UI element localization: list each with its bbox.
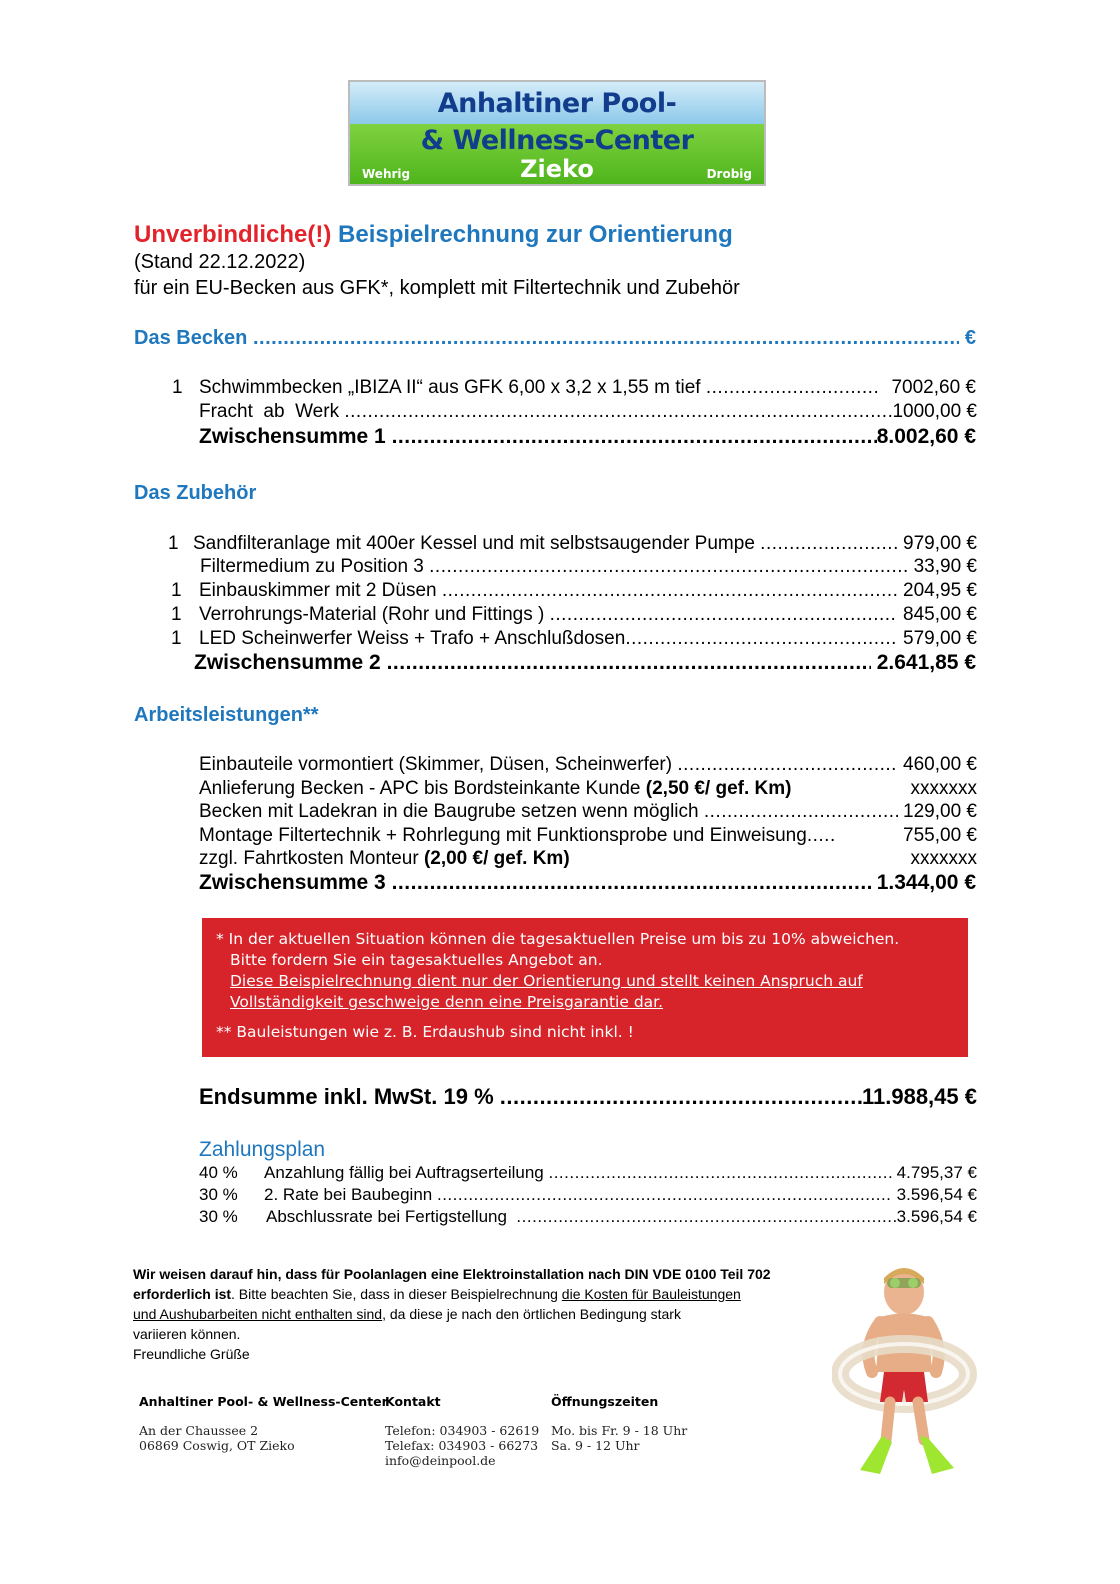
item-price: 33,90 €	[913, 556, 977, 577]
dot-leader	[442, 580, 898, 602]
footer-address1: An der Chaussee 2	[139, 1423, 259, 1438]
item-price: xxxxxxx	[910, 848, 977, 869]
item-price: 204,95 €	[903, 580, 977, 601]
payment-row	[199, 1207, 977, 1227]
item-text: Schwimmbecken „IBIZA II“ aus GFK 6,00 x 3,2 x 1,55 m tief	[199, 377, 701, 398]
subtotal-label: Zwischensumme 3	[199, 871, 386, 894]
dot-leader	[704, 801, 898, 823]
note-line4: variieren können.	[133, 1326, 241, 1342]
list-item	[171, 604, 977, 626]
item-price: 979,00 €	[903, 533, 977, 554]
dot-leader	[253, 327, 959, 350]
item-rate: (2,00 €/ gef. Km)	[423, 848, 570, 869]
list-item	[199, 801, 977, 823]
item-text: Verrohrungs-Material (Rohr und Fittings )	[199, 604, 545, 625]
item-price: 1000,00 €	[892, 401, 977, 422]
currency-symbol: €	[964, 327, 976, 349]
dot-leader	[392, 871, 871, 895]
dot-leader	[548, 1163, 891, 1183]
note-underline: und Aushubarbeiten nicht enthalten sind	[133, 1306, 383, 1322]
item-qty: 1	[171, 580, 182, 601]
dot-leader	[500, 1084, 862, 1110]
dot-leader	[706, 377, 881, 399]
section-becken-heading	[134, 327, 976, 350]
disclaimer-line4: Vollständigkeit geschweige denn eine Preisgarantie dar.	[230, 993, 664, 1011]
dot-leader	[429, 556, 908, 578]
dot-leader	[387, 651, 871, 675]
footer-fax: Telefax: 034903 - 66273	[385, 1438, 539, 1453]
date-line: (Stand 22.12.2022)	[134, 251, 306, 273]
item-text: Sandfilteranlage mit 400er Kessel und mit selbstsaugender Pumpe	[193, 533, 755, 554]
footer-contact-heading: Kontakt	[385, 1394, 441, 1409]
title-red: Unverbindliche(!)	[134, 221, 332, 248]
item-qty: 1	[171, 604, 182, 625]
subtotal-value: 1.344,00 €	[876, 871, 976, 894]
dot-leader	[392, 425, 877, 449]
subtotal-value: 8.002,60 €	[876, 425, 976, 448]
note-bold: erforderlich ist	[133, 1286, 232, 1302]
dot-leader	[437, 1185, 892, 1205]
note-text: . Bitte beachten Sie, dass in dieser Beispielrechnung	[231, 1286, 562, 1302]
note-line2	[133, 1286, 741, 1302]
note-underline: die Kosten für Bauleistungen	[561, 1286, 741, 1302]
dot-leader	[516, 1207, 896, 1227]
logo-right-text: Drobig	[706, 167, 752, 181]
grand-total-value: 11.988,45 €	[861, 1084, 977, 1109]
item-text: zzgl. Fahrtkosten Monteur	[199, 848, 419, 869]
list-item	[199, 778, 977, 800]
item-text: Anlieferung Becken - APC bis Bordsteinkante Kunde	[199, 778, 641, 799]
disclaimer-line3: Diese Beispielrechnung dient nur der Orientierung und stellt keinen Anspruch auf	[230, 972, 863, 990]
dot-leader	[677, 754, 897, 776]
item-price: 460,00 €	[903, 754, 977, 775]
subtotal-2	[194, 651, 976, 675]
item-price: 129,00 €	[903, 801, 977, 822]
footer-phone: Telefon: 034903 - 62619	[385, 1423, 540, 1438]
payment-percent: 30 %	[199, 1185, 238, 1204]
payment-plan-heading: Zahlungsplan	[199, 1138, 326, 1161]
section-becken-title: Das Becken	[134, 327, 248, 349]
company-logo	[348, 80, 766, 186]
grand-total-label: Endsumme inkl. MwSt. 19 %	[199, 1084, 494, 1109]
note-line1: Wir weisen darauf hin, dass für Poolanlagen eine Elektroinstallation nach DIN VDE 0100 Teil 702	[133, 1266, 771, 1282]
disclaimer-line5: ** Bauleistungen wie z. B. Erdaushub sind nicht inkl. !	[216, 1023, 634, 1041]
item-price: xxxxxxx	[910, 778, 977, 799]
payment-percent: 30 %	[199, 1207, 238, 1226]
child-with-swim-ring-image	[832, 1262, 982, 1482]
item-price: 755,00 €	[903, 825, 977, 846]
list-item	[172, 377, 976, 399]
payment-text: Abschlussrate bei Fertigstellung	[266, 1207, 507, 1226]
payment-text: 2. Rate bei Baubeginn	[264, 1185, 433, 1204]
item-rate: (2,50 €/ gef. Km)	[645, 778, 792, 799]
subtotal-label: Zwischensumme 1	[199, 425, 386, 448]
payment-amount: 3.596,54 €	[896, 1207, 977, 1226]
subtotal-3	[199, 871, 976, 895]
dot-leader	[625, 628, 897, 650]
dot-leader	[550, 604, 898, 626]
item-qty: 1	[172, 377, 183, 398]
footer-email[interactable]: info@deinpool.de	[385, 1453, 496, 1468]
footer-company: Anhaltiner Pool- & Wellness-Center	[139, 1394, 388, 1409]
footer-hours2: Sa. 9 - 12 Uhr	[551, 1438, 640, 1453]
payment-text: Anzahlung fällig bei Auftragserteilung	[264, 1163, 544, 1182]
item-qty: 1	[171, 628, 182, 649]
list-item	[199, 848, 977, 870]
item-price: 7002,60 €	[891, 377, 976, 398]
list-item	[199, 825, 977, 847]
dot-leader	[344, 401, 892, 423]
logo-line2: & Wellness-Center	[420, 125, 694, 156]
footer-hours1: Mo. bis Fr. 9 - 18 Uhr	[551, 1423, 688, 1438]
section-arbeit-heading: Arbeitsleistungen**	[134, 704, 319, 726]
page-title	[134, 221, 733, 249]
item-text: Filtermedium zu Position 3	[200, 556, 424, 577]
note-line3	[133, 1306, 681, 1322]
subtotal-label: Zwischensumme 2	[194, 651, 381, 674]
list-item	[199, 754, 977, 776]
item-price: 579,00 €	[903, 628, 977, 649]
item-text: Einbauteile vormontiert (Skimmer, Düsen, Scheinwerfer)	[199, 754, 673, 775]
list-item	[168, 533, 977, 555]
disclaimer-line2: Bitte fordern Sie ein tagesaktuelles Angebot an.	[230, 951, 603, 969]
logo-line1: Anhaltiner Pool-	[437, 88, 677, 119]
greeting: Freundliche Grüße	[133, 1346, 250, 1362]
grand-total	[199, 1084, 977, 1110]
payment-row	[199, 1163, 977, 1183]
disclaimer-line1: * In der aktuellen Situation können die tagesaktuellen Preise um bis zu 10% abweichen.	[216, 930, 900, 948]
footer-address2: 06869 Coswig, OT Zieko	[139, 1438, 295, 1453]
item-text: Einbauskimmer mit 2 Düsen	[199, 580, 437, 601]
logo-left-text: Wehrig	[362, 167, 411, 181]
list-item	[200, 556, 977, 578]
item-text: LED Scheinwerfer Weiss + Trafo + Anschlußdosen	[199, 628, 626, 649]
dot-leader	[807, 825, 835, 847]
item-price: 845,00 €	[903, 604, 977, 625]
item-text: Fracht ab Werk	[199, 401, 340, 422]
logo-line3: Zieko	[520, 155, 594, 183]
subtitle: für ein EU-Becken aus GFK*, komplett mit Filtertechnik und Zubehör	[134, 277, 740, 299]
list-item	[171, 628, 977, 650]
payment-amount: 4.795,37 €	[896, 1163, 977, 1182]
payment-row	[199, 1185, 977, 1205]
payment-amount: 3.596,54 €	[896, 1185, 977, 1204]
item-text: Becken mit Ladekran in die Baugrube setzen wenn möglich	[199, 801, 699, 822]
title-blue: Beispielrechnung zur Orientierung	[338, 221, 733, 248]
note-text: , da diese je nach den örtlichen Bedingung stark	[382, 1306, 681, 1322]
payment-percent: 40 %	[199, 1163, 238, 1182]
footer-hours-heading: Öffnungszeiten	[551, 1394, 659, 1409]
section-zubehoer-heading: Das Zubehör	[134, 482, 257, 504]
list-item	[199, 401, 977, 423]
disclaimer-box	[202, 918, 968, 1057]
subtotal-value: 2.641,85 €	[876, 651, 976, 674]
dot-leader	[760, 533, 898, 555]
item-text: Montage Filtertechnik + Rohrlegung mit Funktionsprobe und Einweisung	[199, 825, 807, 846]
subtotal-1	[199, 425, 976, 449]
item-qty: 1	[168, 533, 179, 554]
list-item	[171, 580, 977, 602]
